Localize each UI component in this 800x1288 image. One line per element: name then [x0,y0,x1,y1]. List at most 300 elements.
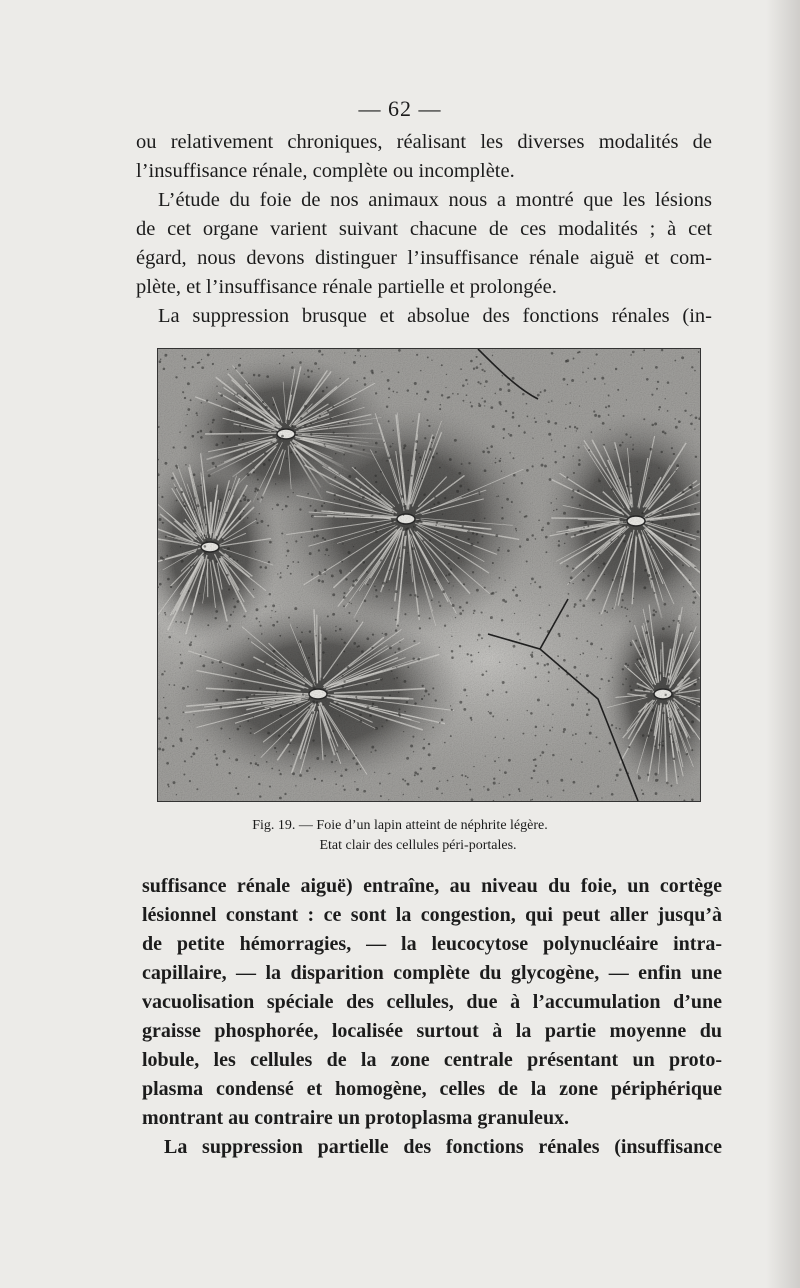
cell-nucleus [630,689,632,691]
cell-nucleus [573,606,575,608]
cell-nucleus [277,573,278,574]
sinusoid-streak [551,518,619,519]
cell-nucleus [184,367,186,369]
cell-nucleus [644,670,645,671]
cell-nucleus [164,612,166,614]
cell-nucleus [250,762,252,764]
cell-nucleus [619,768,622,771]
cell-nucleus [371,705,373,707]
cell-nucleus [639,657,642,660]
cell-nucleus [221,405,222,406]
cell-nucleus [505,691,507,693]
cell-nucleus [472,519,475,522]
cell-nucleus [322,390,325,393]
cell-nucleus [451,656,454,659]
cell-nucleus [419,456,421,458]
cell-nucleus [654,745,656,747]
cell-nucleus [269,707,271,709]
cell-nucleus [598,567,599,568]
cell-nucleus [537,394,540,397]
cell-nucleus [324,573,325,574]
cell-nucleus [567,689,569,691]
cell-nucleus [577,490,580,493]
cell-nucleus [642,793,644,795]
cell-nucleus [357,769,358,770]
cell-nucleus [281,532,283,534]
cell-nucleus [658,409,660,411]
cell-nucleus [516,664,517,665]
cell-nucleus [558,633,561,636]
cell-nucleus [286,555,287,556]
cell-nucleus [432,436,435,439]
cell-nucleus [176,500,178,502]
cell-nucleus [304,424,307,427]
cell-nucleus [485,380,488,383]
cell-nucleus [526,403,528,405]
cell-nucleus [481,674,484,677]
cell-nucleus [591,726,592,727]
cell-nucleus [485,670,487,672]
cell-nucleus [190,641,192,643]
cell-nucleus [370,751,371,752]
cell-nucleus [321,505,323,507]
cell-nucleus [310,505,312,507]
cell-nucleus [608,414,610,416]
cell-nucleus [563,456,565,458]
cell-nucleus [276,751,277,752]
cell-nucleus [445,387,446,388]
cell-nucleus [243,498,246,501]
cell-nucleus [662,744,664,746]
cell-nucleus [306,411,307,412]
cell-nucleus [171,477,174,480]
cell-nucleus [551,352,554,355]
cell-nucleus [325,548,328,551]
cell-nucleus [522,393,525,396]
cell-nucleus [643,665,646,668]
cell-nucleus [630,642,631,643]
cell-nucleus [353,361,356,364]
cell-nucleus [554,422,557,425]
cell-nucleus [260,566,262,568]
cell-nucleus [655,572,657,574]
cell-nucleus [243,683,244,684]
cell-nucleus [598,480,601,483]
cell-nucleus [259,621,260,622]
cell-nucleus [431,360,432,361]
cell-nucleus [439,467,441,469]
cell-nucleus [522,733,524,735]
cell-nucleus [279,714,282,717]
cell-nucleus [547,630,550,633]
cell-nucleus [324,755,326,757]
cell-nucleus [465,379,467,381]
cell-nucleus [476,589,479,592]
cell-nucleus [586,381,587,382]
cell-nucleus [353,642,356,645]
cell-nucleus [466,601,468,603]
cell-nucleus [365,355,367,357]
cell-nucleus [391,513,392,514]
cell-nucleus [586,713,589,716]
cell-nucleus [261,418,264,421]
cell-nucleus [359,714,362,717]
cell-nucleus [589,732,592,735]
cell-nucleus [424,437,426,439]
cell-nucleus [322,704,324,706]
cell-nucleus [572,734,574,736]
cell-nucleus [271,768,273,770]
cell-nucleus [611,488,613,490]
cell-nucleus [507,550,510,553]
cell-nucleus [469,789,471,791]
cell-nucleus [312,739,314,741]
cell-nucleus [655,773,658,776]
cell-nucleus [343,641,345,643]
cell-nucleus [535,735,537,737]
cell-nucleus [557,655,559,657]
cell-nucleus [164,670,166,672]
cell-nucleus [626,615,627,616]
cell-nucleus [215,699,218,702]
cell-nucleus [388,420,390,422]
cell-nucleus [573,781,576,784]
cell-nucleus [407,389,409,391]
cell-nucleus [301,631,303,633]
cell-nucleus [668,626,670,628]
cell-nucleus [325,446,326,447]
cell-nucleus [513,457,515,459]
cell-nucleus [530,799,531,800]
cell-nucleus [571,703,574,706]
cell-nucleus [208,474,211,477]
cell-nucleus [388,457,391,460]
cell-nucleus [486,693,489,696]
cell-nucleus [604,383,605,384]
cell-nucleus [342,685,345,688]
cell-nucleus [380,471,382,473]
cell-nucleus [207,624,209,626]
cell-nucleus [308,657,310,659]
cell-nucleus [643,349,645,351]
cell-nucleus [476,533,478,535]
cell-nucleus [200,436,203,439]
cell-nucleus [606,611,608,613]
cell-nucleus [653,609,655,611]
cell-nucleus [698,351,700,353]
cell-nucleus [590,642,593,645]
cell-nucleus [578,463,581,466]
cell-nucleus [444,625,446,627]
cell-nucleus [452,776,453,777]
cell-nucleus [693,683,696,686]
cell-nucleus [222,667,223,668]
cell-nucleus [455,536,458,539]
cell-nucleus [547,704,549,706]
cell-nucleus [494,462,496,464]
cell-nucleus [675,470,676,471]
cell-nucleus [292,352,293,353]
cell-nucleus [593,410,595,412]
cell-nucleus [627,664,629,666]
cell-nucleus [566,565,568,567]
cell-nucleus [630,436,632,438]
cell-nucleus [410,745,413,748]
cell-nucleus [317,418,319,420]
cell-nucleus [403,731,404,732]
cell-nucleus [695,416,698,419]
cell-nucleus [611,793,614,796]
cell-nucleus [572,489,574,491]
cell-nucleus [348,601,350,603]
cell-nucleus [244,396,247,399]
cell-nucleus [237,560,239,562]
cell-nucleus [304,405,307,408]
cell-nucleus [573,583,574,584]
cell-nucleus [166,555,168,557]
cell-nucleus [609,742,612,745]
cell-nucleus [431,599,433,601]
cell-nucleus [547,522,550,525]
cell-nucleus [273,650,276,653]
cell-nucleus [495,534,498,537]
cell-nucleus [196,689,197,690]
cell-nucleus [237,728,240,731]
cell-nucleus [467,538,469,540]
cell-nucleus [441,719,444,722]
cell-nucleus [183,773,185,775]
cell-nucleus [627,565,628,566]
cell-nucleus [583,527,584,528]
cell-nucleus [386,581,387,582]
cell-nucleus [275,611,276,612]
text-line: montrant au contraire un protoplasma granuleux. [142,1107,570,1129]
cell-nucleus [673,453,675,455]
cell-nucleus [601,678,603,680]
cell-nucleus [498,757,499,758]
cell-nucleus [517,632,520,635]
cell-nucleus [673,534,676,537]
cell-nucleus [655,611,657,613]
cell-nucleus [481,536,483,538]
cell-nucleus [339,473,340,474]
cell-nucleus [375,530,378,533]
cell-nucleus [413,526,415,528]
cell-nucleus [484,400,486,402]
cell-nucleus [181,560,184,563]
cell-nucleus [197,431,199,433]
cell-nucleus [367,584,369,586]
cell-nucleus [274,747,276,749]
cell-nucleus [247,720,249,722]
cell-nucleus [352,584,355,587]
cell-nucleus [352,757,355,760]
cell-nucleus [551,439,552,440]
cell-nucleus [204,506,207,509]
caption-line-2: Etat clair des cellules péri-portales. [319,838,517,853]
cell-nucleus [591,431,593,433]
cell-nucleus [641,789,642,790]
cell-nucleus [643,688,646,691]
cell-nucleus [315,635,317,637]
cell-nucleus [303,676,305,678]
cell-nucleus [319,572,322,575]
cell-nucleus [253,471,255,473]
cell-nucleus [542,527,544,529]
cell-nucleus [335,626,336,627]
cell-nucleus [334,476,336,478]
cell-nucleus [451,636,452,637]
cell-nucleus [233,598,235,600]
cell-nucleus [258,783,260,785]
cell-nucleus [619,728,621,730]
cell-nucleus [428,425,430,427]
cell-nucleus [202,664,205,667]
cell-nucleus [189,643,192,646]
cell-nucleus [159,518,162,521]
cell-nucleus [660,451,662,453]
cell-nucleus [630,492,632,494]
cell-nucleus [471,405,473,407]
cell-nucleus [478,403,480,405]
cell-nucleus [690,631,691,632]
page-edge-shadow [766,0,800,1288]
cell-nucleus [479,494,480,495]
cell-nucleus [426,419,428,421]
cell-nucleus [348,422,350,424]
cell-nucleus [686,699,688,701]
cell-nucleus [416,354,418,356]
cell-nucleus [582,579,585,582]
cell-nucleus [407,470,409,472]
cell-nucleus [664,677,666,679]
cell-nucleus [266,761,268,763]
cell-nucleus [347,666,350,669]
cell-nucleus [501,517,504,520]
cell-nucleus [344,352,346,354]
cell-nucleus [659,406,661,408]
cell-nucleus [420,370,421,371]
cell-nucleus [287,565,289,567]
cell-nucleus [651,709,654,712]
cell-nucleus [309,630,311,632]
cell-nucleus [422,685,424,687]
cell-nucleus [651,578,653,580]
cell-nucleus [336,702,339,705]
cell-nucleus [159,360,162,363]
cell-nucleus [674,418,676,420]
cell-nucleus [682,564,684,566]
cell-nucleus [578,459,580,461]
cell-nucleus [614,449,615,450]
cell-nucleus [448,396,450,398]
cell-nucleus [358,504,360,506]
cell-nucleus [532,652,534,654]
cell-nucleus [503,796,504,797]
cell-nucleus [355,579,358,582]
cell-nucleus [458,557,460,559]
cell-nucleus [604,610,606,612]
cell-nucleus [184,358,187,361]
cell-nucleus [515,594,518,597]
cell-nucleus [288,731,290,733]
cell-nucleus [184,446,187,449]
cell-nucleus [558,544,561,547]
cell-nucleus [697,678,700,681]
cell-nucleus [363,449,365,451]
cell-nucleus [680,730,682,732]
cell-nucleus [592,558,594,560]
cell-nucleus [652,547,654,549]
central-vein [309,689,327,699]
cell-nucleus [417,520,419,522]
cell-nucleus [253,716,254,717]
cell-nucleus [215,757,217,759]
cell-nucleus [444,551,445,552]
cell-nucleus [487,451,490,454]
text-line: de cet organe varient suivant chacune de ces modalités ; à cet [136,218,712,240]
cell-nucleus [691,631,693,633]
cell-nucleus [341,561,343,563]
cell-nucleus [348,475,351,478]
cell-nucleus [412,658,414,660]
cell-nucleus [587,525,589,527]
cell-nucleus [269,593,271,595]
cell-nucleus [599,612,600,613]
cell-nucleus [329,417,331,419]
cell-nucleus [332,406,334,408]
cell-nucleus [188,590,190,592]
cell-nucleus [205,651,206,652]
cell-nucleus [187,686,189,688]
cell-nucleus [428,693,430,695]
cell-nucleus [343,592,345,594]
cell-nucleus [565,670,567,672]
cell-nucleus [418,797,419,798]
cell-nucleus [363,377,365,379]
cell-nucleus [347,435,349,437]
cell-nucleus [678,620,680,622]
cell-nucleus [292,492,293,493]
cell-nucleus [669,718,672,721]
cell-nucleus [204,545,207,548]
cell-nucleus [200,655,202,657]
cell-nucleus [270,617,271,618]
cell-nucleus [521,482,523,484]
cell-nucleus [409,564,411,566]
cell-nucleus [505,410,507,412]
cell-nucleus [697,613,698,614]
cell-nucleus [672,741,674,743]
cell-nucleus [354,467,356,469]
cell-nucleus [594,590,596,592]
cell-nucleus [387,379,390,382]
cell-nucleus [493,778,495,780]
cell-nucleus [658,467,659,468]
cell-nucleus [228,565,230,567]
cell-nucleus [550,502,552,504]
cell-nucleus [339,628,342,631]
cell-nucleus [218,510,220,512]
cell-nucleus [577,691,578,692]
cell-nucleus [165,536,167,538]
cell-nucleus [180,621,182,623]
cell-nucleus [597,656,598,657]
cell-nucleus [633,598,634,599]
cell-nucleus [667,673,670,676]
cell-nucleus [375,589,377,591]
cell-nucleus [407,527,410,530]
